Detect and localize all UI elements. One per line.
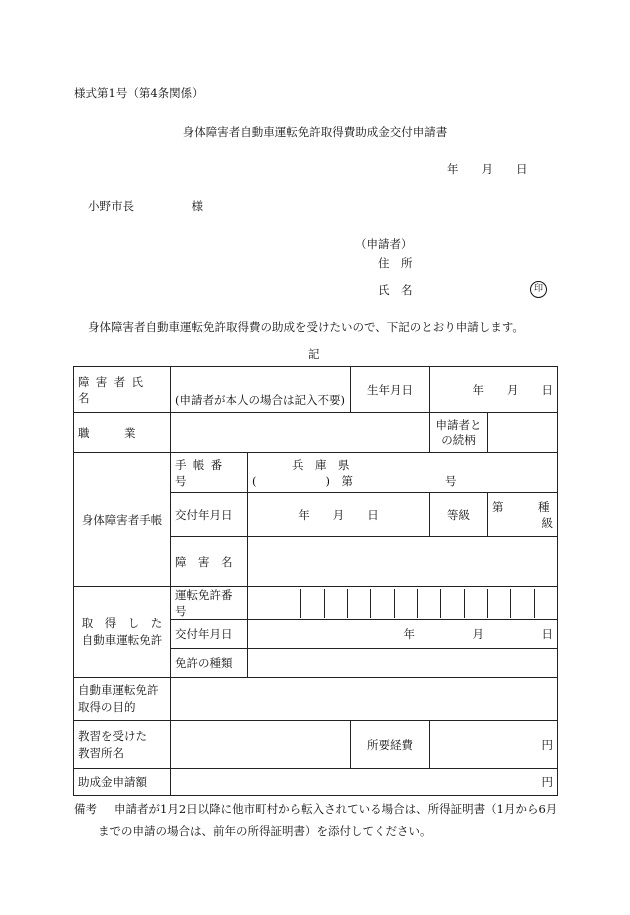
form-number: 様式第1号（第4条関係） [74, 86, 204, 100]
license-type-label: 免許の種類 [171, 649, 248, 678]
license-digit-boxes [278, 589, 557, 618]
occupation-field[interactable] [171, 413, 430, 453]
grade-label: 等級 [430, 493, 488, 537]
birthdate-label: 生年月日 [351, 367, 430, 413]
disability-name-label: 障 害 名 [171, 537, 248, 587]
license-no-field[interactable] [248, 587, 558, 620]
school-label: 教習を受けた 教習所名 [74, 721, 171, 769]
relation-label: 申請者との続柄 [430, 413, 488, 453]
birthdate-field[interactable]: 年 月 日 [430, 367, 558, 413]
grant-amount-label: 助成金申請額 [74, 769, 171, 796]
purpose-label: 自動車運転免許 取得の目的 [74, 678, 171, 721]
handbook-no-label: 手帳番号 [171, 453, 248, 493]
license-acquired-label: 取 得 し た 自動車運転免許 [74, 587, 171, 678]
license-type-field[interactable] [248, 649, 558, 678]
license-no-label: 運転免許番号 [171, 587, 248, 620]
issue-date-field[interactable]: 年 月 日 [248, 493, 430, 537]
handbook-no-field[interactable] [248, 453, 558, 493]
name-label: 氏 名 [378, 283, 413, 297]
occupation-label: 職 業 [74, 413, 171, 453]
seal-icon: 印 [530, 280, 547, 298]
note-line-1: 申請者が1月2日以降に他市町村から転入されている場合は、所得証明書（1月から6月 [114, 802, 558, 816]
note-line-2: までの申請の場合は、前年の所得証明書）を添付してください。 [98, 824, 432, 838]
purpose-field[interactable] [171, 678, 558, 721]
disabled-name-note: (申請者が本人の場合は記入不要) [175, 393, 345, 407]
relation-field[interactable] [488, 413, 558, 453]
handbook-no-value: ( ) 第 号 [252, 473, 457, 488]
grade-value-2: 級 [541, 515, 554, 530]
disability-name-field[interactable] [248, 537, 558, 587]
issue-date-label: 交付年月日 [171, 493, 248, 537]
handbook-label: 身体障害者手帳 [74, 453, 171, 587]
address-label: 住 所 [378, 256, 413, 270]
grade-value-1: 第 種 [492, 499, 550, 514]
grant-amount-field[interactable]: 円 [171, 769, 558, 796]
school-field[interactable] [171, 721, 351, 769]
intro-text: 身体障害者自動車運転免許取得費の助成を受けたいので、下記のとおり申請します。 [88, 320, 524, 334]
application-form-table [73, 366, 558, 796]
document-title: 身体障害者自動車運転免許取得費助成金交付申請書 [182, 125, 448, 139]
disabled-name-label: 障害者氏名 [74, 367, 171, 413]
disabled-name-field[interactable] [171, 367, 351, 413]
grade-field[interactable] [488, 493, 558, 537]
note-label: 備考 [74, 802, 97, 816]
license-issue-field[interactable]: 年 月 日 [248, 620, 558, 649]
addressee: 小野市長 様 [88, 199, 203, 213]
license-issue-label: 交付年月日 [171, 620, 248, 649]
expenses-field[interactable]: 円 [430, 721, 558, 769]
prefecture-text: 兵 庫 県 [292, 457, 350, 472]
ki-label: 記 [308, 347, 320, 361]
date-line: 年 月 日 [447, 162, 528, 176]
applicant-heading: （申請者） [355, 237, 413, 251]
expenses-label: 所要経費 [351, 721, 430, 769]
